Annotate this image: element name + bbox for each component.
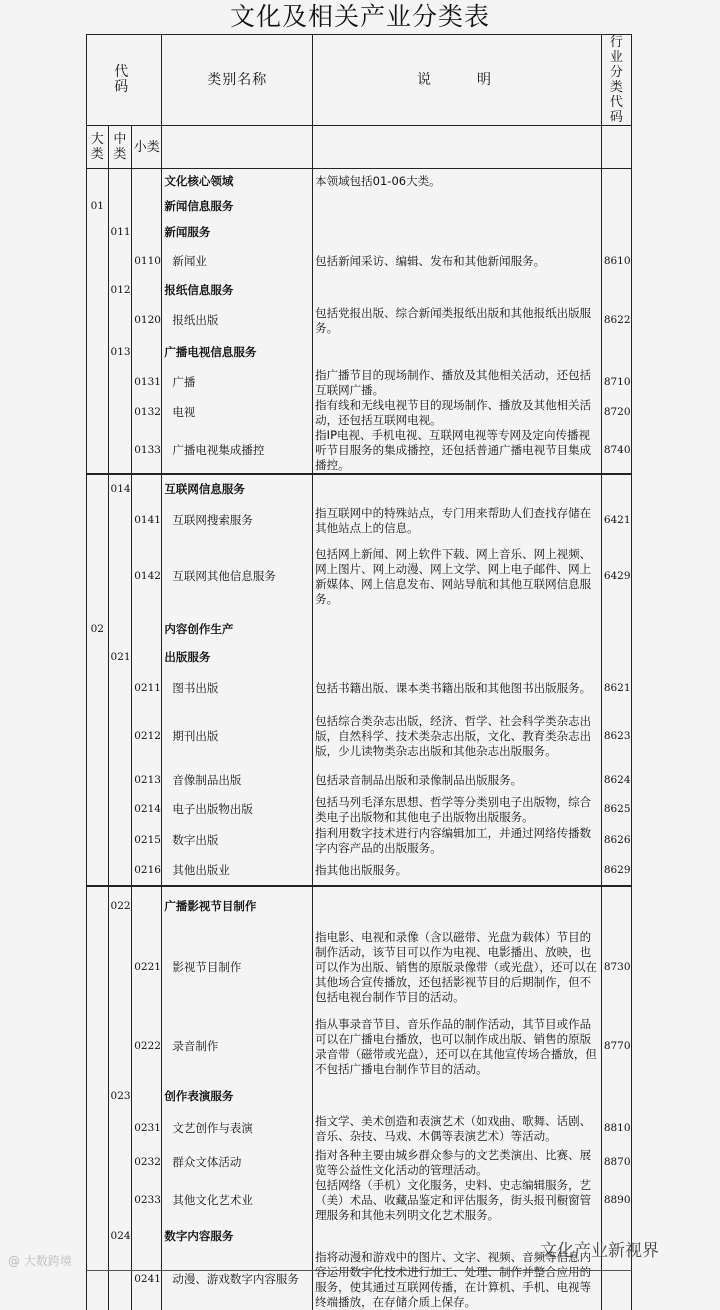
category-description: [313, 1084, 602, 1110]
small-class-code: 0221: [132, 926, 162, 1010]
table-row: [87, 794, 632, 826]
large-class-code: [87, 1148, 109, 1178]
table-row: [87, 504, 632, 538]
large-class-code: [87, 247, 109, 277]
mid-class-code: [108, 538, 132, 616]
category-name: 广播影视节目制作: [162, 886, 313, 926]
category-name: 电视: [162, 398, 313, 428]
large-class-code: [87, 768, 109, 794]
category-description: [313, 886, 602, 926]
category-name: 新闻信息服务: [162, 195, 313, 219]
large-class-code: [87, 398, 109, 428]
header-small-class: 小类: [132, 126, 162, 169]
industry-code: 8890: [601, 1178, 631, 1224]
category-name: 广播: [162, 368, 313, 398]
category-description: 包括网上新闻、网上软件下载、网上音乐、网上视频、网上图片、网上动漫、网上文学、网上电子邮件、网上新媒体、网上信息发布、网站导航和其他互联网信息服务。: [313, 538, 602, 616]
industry-code: 8624: [601, 768, 631, 794]
category-description: [313, 338, 602, 368]
mid-class-code: [108, 706, 132, 768]
large-class-code: [87, 1010, 109, 1084]
category-description: 包括马列毛泽东思想、哲学等分类别电子出版物，综合类电子出版物和其他电子出版物出版服务。: [313, 794, 602, 826]
table-row: [87, 1010, 632, 1084]
mid-class-code: 021: [108, 644, 132, 672]
industry-code: 8730: [601, 926, 631, 1010]
industry-code: 8770: [601, 1010, 631, 1084]
category-name: 新闻业: [162, 247, 313, 277]
small-class-code: 0133: [132, 428, 162, 474]
small-class-code: 0231: [132, 1110, 162, 1148]
mid-class-code: [108, 398, 132, 428]
large-class-code: 02: [87, 616, 109, 644]
category-description: 包括书籍出版、课本类书籍出版和其他图书出版服务。: [313, 672, 602, 706]
industry-code: [601, 169, 631, 195]
small-class-code: 0222: [132, 1010, 162, 1084]
mid-class-code: [108, 304, 132, 338]
large-class-code: [87, 706, 109, 768]
table-row: [87, 219, 632, 247]
category-name: 动漫、游戏数字内容服务: [162, 1250, 313, 1310]
category-description: [313, 616, 602, 644]
mid-class-code: 024: [108, 1224, 132, 1250]
industry-code: 6429: [601, 538, 631, 616]
mid-class-code: 011: [108, 219, 132, 247]
large-class-code: [87, 504, 109, 538]
category-name: 音像制品出版: [162, 768, 313, 794]
mid-class-code: 013: [108, 338, 132, 368]
small-class-code: 0110: [132, 247, 162, 277]
large-class-code: [87, 169, 109, 195]
industry-code: 8720: [601, 398, 631, 428]
mid-class-code: [108, 169, 132, 195]
small-class-code: 0214: [132, 794, 162, 826]
table-row: [87, 644, 632, 672]
small-class-code: [132, 1224, 162, 1250]
table-row: [87, 247, 632, 277]
category-description: [313, 644, 602, 672]
table-row: [87, 856, 632, 886]
category-description: 包括综合类杂志出版，经济、哲学、社会科学类杂志出版，自然科学、技术类杂志出版，文化、教育类杂志出版，少儿读物类杂志出版和其他杂志出版服务。: [313, 706, 602, 768]
category-name: 文艺创作与表演: [162, 1110, 313, 1148]
category-description: 指将动漫和游戏中的图片、文字、视频、音频等信息内容运用数字化技术进行加工、处理、制作并整合应用的服务，使其通过互联网传播，在计算机、手机、电视等终端播放，在存储介质上保存。: [313, 1250, 602, 1310]
category-description: 指有线和无线电视节目的现场制作、播放及其他相关活动，还包括互联网电视。: [313, 398, 602, 428]
large-class-code: [87, 1110, 109, 1148]
small-class-code: 0232: [132, 1148, 162, 1178]
mid-class-code: 014: [108, 474, 132, 504]
table-row: [87, 338, 632, 368]
watermark-left: @ 大数跨境: [8, 1254, 72, 1268]
category-description: [313, 195, 602, 219]
category-description: 包括党报出版、综合新闻类报纸出版和其他报纸出版服务。: [313, 304, 602, 338]
table-row: [87, 169, 632, 195]
large-class-code: [87, 219, 109, 247]
industry-code: 8629: [601, 856, 631, 886]
table-row: [87, 1178, 632, 1224]
industry-code: [601, 277, 631, 304]
table-bottom-edge: [86, 1270, 632, 1281]
header-mid-class: 中类: [108, 126, 132, 169]
large-class-code: [87, 1224, 109, 1250]
large-class-code: [87, 856, 109, 886]
category-description: [313, 219, 602, 247]
category-name: 广播电视集成播控: [162, 428, 313, 474]
category-description: 包括录音制品出版和录像制品出版服务。: [313, 768, 602, 794]
small-class-code: 0211: [132, 672, 162, 706]
category-name: 互联网信息服务: [162, 474, 313, 504]
small-class-code: 0241: [132, 1250, 162, 1310]
category-description: 指利用数字技术进行内容编辑加工，并通过网络传播数字内容产品的出版服务。: [313, 826, 602, 856]
table-row: [87, 706, 632, 768]
industry-code: [601, 219, 631, 247]
large-class-code: [87, 368, 109, 398]
category-description: 指其他出版服务。: [313, 856, 602, 886]
category-name: 互联网其他信息服务: [162, 538, 313, 616]
header-name: 类别名称: [162, 35, 313, 126]
mid-class-code: [108, 794, 132, 826]
large-class-code: [87, 304, 109, 338]
mid-class-code: 022: [108, 886, 132, 926]
small-class-code: 0142: [132, 538, 162, 616]
mid-class-code: [108, 1010, 132, 1084]
table-row: [87, 616, 632, 644]
mid-class-code: [108, 195, 132, 219]
small-class-code: [132, 338, 162, 368]
category-description: 指电影、电视和录像（含以磁带、光盘为载体）节目的制作活动，该节目可以作为电视、电影播出、放映，也可以作为出版、销售的原版录像带（或光盘），还可以在其他场合宣传播放，还包括影视节目的后期制作，但不包括电视台制作节目的活动。: [313, 926, 602, 1010]
header-large-class: 大类: [87, 126, 109, 169]
table-row: [87, 277, 632, 304]
table-row: [87, 428, 632, 474]
industry-code: [601, 195, 631, 219]
category-name: 其他出版业: [162, 856, 313, 886]
header-code: 代 码: [87, 35, 162, 126]
mid-class-code: [108, 247, 132, 277]
large-class-code: [87, 474, 109, 504]
category-description: [313, 277, 602, 304]
industry-code: [601, 644, 631, 672]
small-class-code: [132, 219, 162, 247]
table-row: [87, 195, 632, 219]
mid-class-code: [108, 768, 132, 794]
small-class-code: [132, 277, 162, 304]
large-class-code: [87, 826, 109, 856]
page-title: 文化及相关产业分类表: [229, 2, 490, 31]
mid-class-code: [108, 504, 132, 538]
category-name: 其他文化艺术业: [162, 1178, 313, 1224]
category-name: 影视节目制作: [162, 926, 313, 1010]
small-class-code: 0233: [132, 1178, 162, 1224]
large-class-code: [87, 886, 109, 926]
small-class-code: 0216: [132, 856, 162, 886]
small-class-code: 0132: [132, 398, 162, 428]
category-description: 包括网络（手机）文化服务，史料、史志编辑服务，艺（美）术品、收藏品鉴定和评估服务，街头报刊橱窗管理服务和其他未列明文化艺术服务。: [313, 1178, 602, 1224]
small-class-code: [132, 169, 162, 195]
category-description: [313, 474, 602, 504]
category-name: 图书出版: [162, 672, 313, 706]
small-class-code: [132, 195, 162, 219]
category-description: 包括新闻采访、编辑、发布和其他新闻服务。: [313, 247, 602, 277]
table-row: [87, 926, 632, 1010]
mid-class-code: [108, 926, 132, 1010]
category-name: 新闻服务: [162, 219, 313, 247]
table-row: [87, 368, 632, 398]
category-description: 指文学、美术创造和表演艺术（如戏曲、歌舞、话剧、音乐、杂技、马戏、木偶等表演艺术）等活动。: [313, 1110, 602, 1148]
mid-class-code: [108, 428, 132, 474]
small-class-code: [132, 644, 162, 672]
large-class-code: [87, 1084, 109, 1110]
table-row: [87, 474, 632, 504]
category-name: 数字内容服务: [162, 1224, 313, 1250]
category-description: 指对各种主要由城乡群众参与的文艺类演出、比赛、展览等公益性文化活动的管理活动。: [313, 1148, 602, 1178]
category-name: 广播电视信息服务: [162, 338, 313, 368]
small-class-code: 0131: [132, 368, 162, 398]
large-class-code: [87, 428, 109, 474]
large-class-code: [87, 1178, 109, 1224]
category-name: 内容创作生产: [162, 616, 313, 644]
mid-class-code: [108, 368, 132, 398]
small-class-code: [132, 1084, 162, 1110]
table-row: [87, 672, 632, 706]
small-class-code: 0120: [132, 304, 162, 338]
category-name: 出版服务: [162, 644, 313, 672]
industry-code: 8710: [601, 368, 631, 398]
category-name: 数字出版: [162, 826, 313, 856]
category-name: 电子出版物出版: [162, 794, 313, 826]
industry-code: 8610: [601, 247, 631, 277]
category-description: 指IP电视、手机电视、互联网电视等专网及定向传播视听节目服务的集成播控，还包括普通广播电视节目集成播控。: [313, 428, 602, 474]
table-row: [87, 304, 632, 338]
large-class-code: [87, 538, 109, 616]
industry-code: 8621: [601, 672, 631, 706]
small-class-code: 0212: [132, 706, 162, 768]
classification-table: [86, 34, 632, 1310]
category-description: 本领域包括01-06大类。: [313, 169, 602, 195]
header-industry-code: 行业分类代码: [601, 35, 631, 126]
category-name: 期刊出版: [162, 706, 313, 768]
large-class-code: 01: [87, 195, 109, 219]
small-class-code: 0141: [132, 504, 162, 538]
industry-code: 8622: [601, 304, 631, 338]
industry-code: [601, 886, 631, 926]
header-desc: 说 明: [313, 35, 602, 126]
industry-code: 8870: [601, 1148, 631, 1178]
category-name: 录音制作: [162, 1010, 313, 1084]
category-name: 创作表演服务: [162, 1084, 313, 1110]
industry-code: [601, 474, 631, 504]
small-class-code: 0215: [132, 826, 162, 856]
industry-code: 8740: [601, 428, 631, 474]
industry-code: 6421: [601, 504, 631, 538]
mid-class-code: 012: [108, 277, 132, 304]
large-class-code: [87, 277, 109, 304]
table-row: [87, 1148, 632, 1178]
table-row: [87, 768, 632, 794]
mid-class-code: 023: [108, 1084, 132, 1110]
table-row: [87, 538, 632, 616]
table-row: [87, 1084, 632, 1110]
industry-code: 8626: [601, 826, 631, 856]
industry-code: 8623: [601, 706, 631, 768]
industry-code: [601, 1084, 631, 1110]
industry-code: 8625: [601, 794, 631, 826]
mid-class-code: [108, 826, 132, 856]
small-class-code: [132, 886, 162, 926]
large-class-code: [87, 794, 109, 826]
category-name: 报纸信息服务: [162, 277, 313, 304]
category-description: 指从事录音节目、音乐作品的制作活动，其节目或作品可以在广播电台播放，也可以制作成出版、销售的原版录音带（磁带或光盘），还可以在其他宣传场合播放，但不包括广播电台制作节目的活动。: [313, 1010, 602, 1084]
industry-code: [601, 616, 631, 644]
category-name: 文化核心领域: [162, 169, 313, 195]
small-class-code: [132, 616, 162, 644]
large-class-code: [87, 672, 109, 706]
mid-class-code: [108, 856, 132, 886]
mid-class-code: [108, 1110, 132, 1148]
small-class-code: [132, 474, 162, 504]
watermark-right: 文化产业新视界: [540, 1241, 659, 1261]
table-row: [87, 1110, 632, 1148]
large-class-code: [87, 644, 109, 672]
category-description: 指广播节目的现场制作、播放及其他相关活动，还包括互联网广播。: [313, 368, 602, 398]
table-row: [87, 398, 632, 428]
category-name: 群众文体活动: [162, 1148, 313, 1178]
industry-code: 8810: [601, 1110, 631, 1148]
category-name: 互联网搜索服务: [162, 504, 313, 538]
large-class-code: [87, 926, 109, 1010]
mid-class-code: [108, 1148, 132, 1178]
mid-class-code: [108, 1178, 132, 1224]
mid-class-code: [108, 672, 132, 706]
mid-class-code: [108, 616, 132, 644]
small-class-code: 0213: [132, 768, 162, 794]
industry-code: [601, 338, 631, 368]
large-class-code: [87, 338, 109, 368]
category-name: 报纸出版: [162, 304, 313, 338]
table-row: [87, 826, 632, 856]
table-row: [87, 886, 632, 926]
category-description: 指互联网中的特殊站点，专门用来帮助人们查找存储在其他站点上的信息。: [313, 504, 602, 538]
